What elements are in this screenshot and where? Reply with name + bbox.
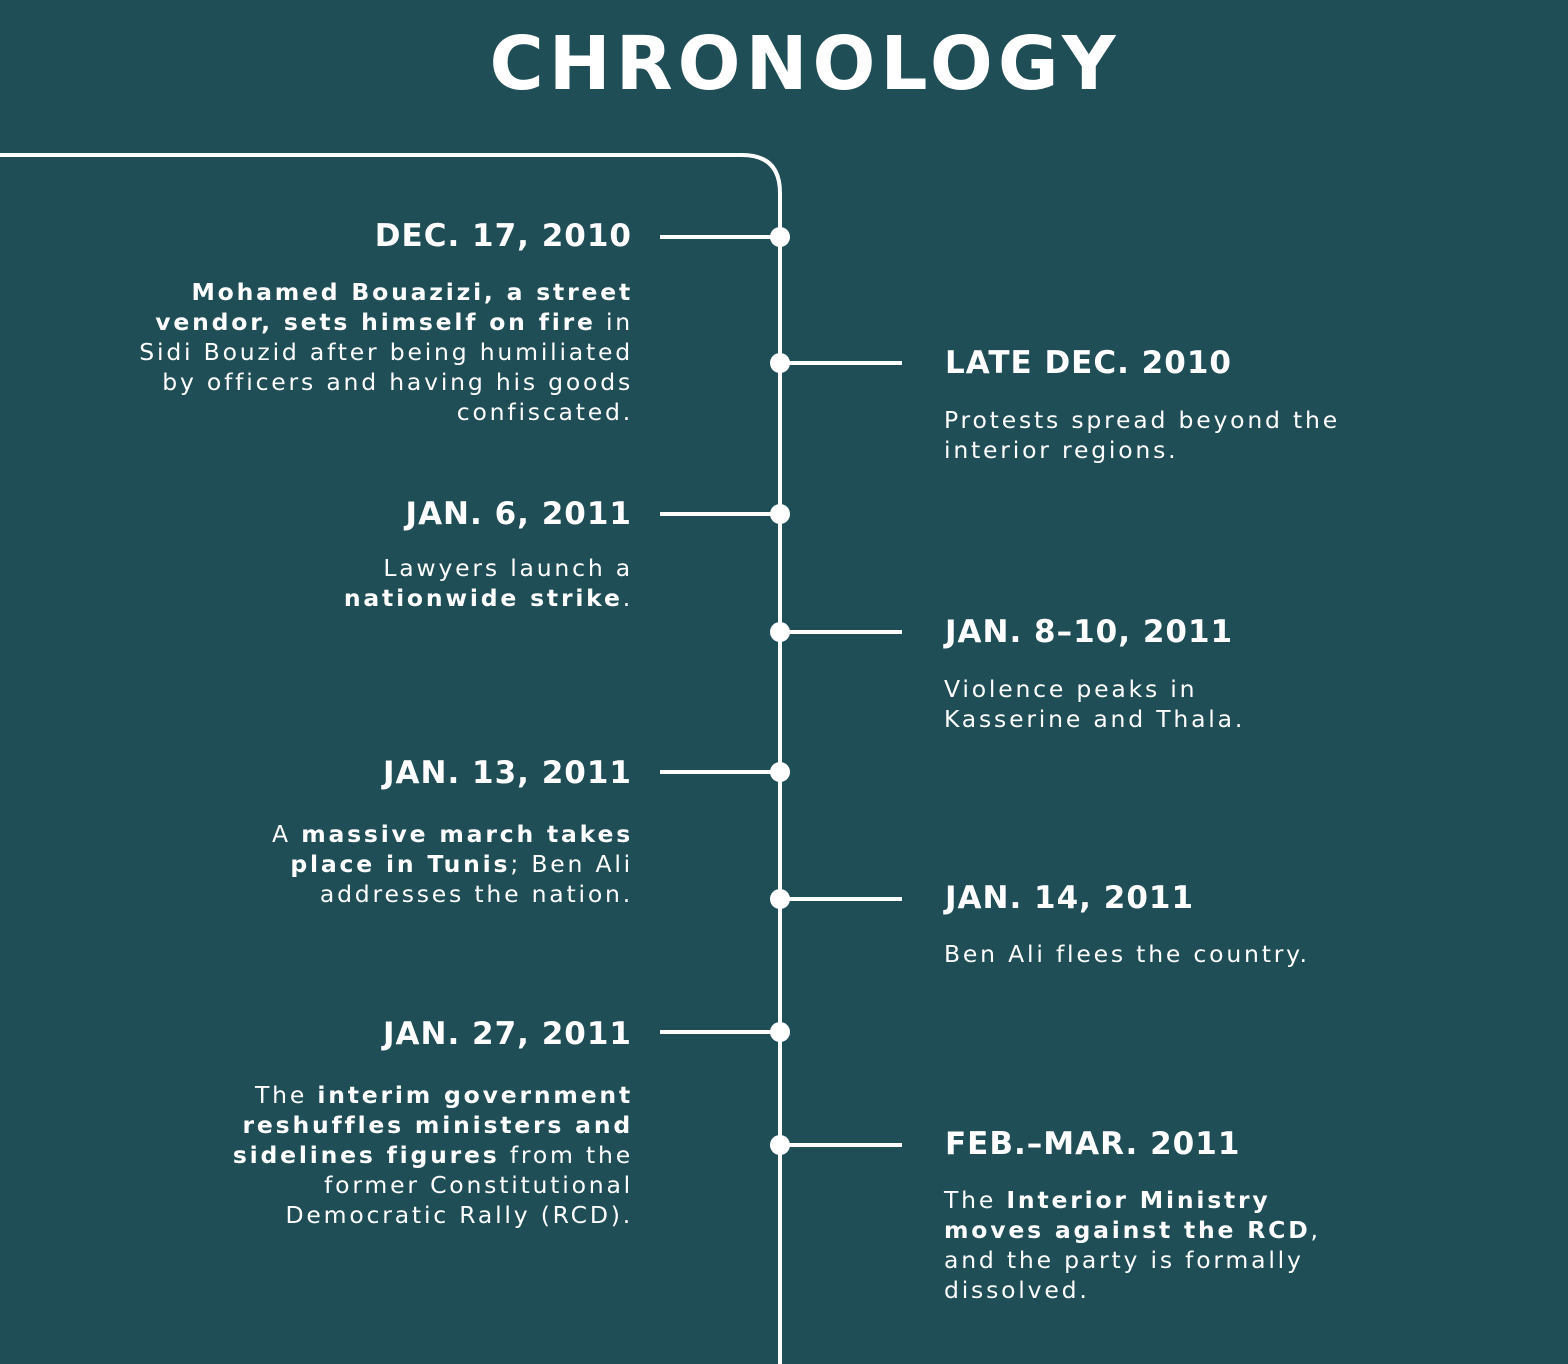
event-date: LATE DEC. 2010 xyxy=(945,345,1232,381)
description-text: Violence peaks in Kasserine and Thala. xyxy=(944,675,1246,733)
event-description xyxy=(183,1080,633,1230)
description-text: The xyxy=(255,1081,318,1109)
description-emphasis: nationwide strike xyxy=(343,584,623,612)
event-marker xyxy=(770,762,790,782)
event-marker xyxy=(770,353,790,373)
event-description xyxy=(944,674,1284,734)
description-emphasis: Interior Ministry moves against the RCD xyxy=(944,1186,1311,1244)
description-text: , and the party is formally dissolved. xyxy=(944,1216,1321,1304)
description-text: in Sidi Bouzid after being humiliated by officers and having his goods confiscated. xyxy=(139,308,633,426)
event-description xyxy=(944,1185,1344,1305)
event-date: JAN. 14, 2011 xyxy=(945,880,1195,916)
event-date: JAN. 6, 2011 xyxy=(405,496,632,532)
description-text: ; Ben Ali addresses the nation. xyxy=(319,850,633,908)
event-description xyxy=(133,277,633,427)
event-marker xyxy=(770,227,790,247)
event-date: DEC. 17, 2010 xyxy=(374,218,632,254)
description-text: A xyxy=(272,820,302,848)
event-description xyxy=(944,939,1364,969)
event-description xyxy=(233,819,633,909)
event-description xyxy=(944,405,1384,465)
event-marker xyxy=(770,504,790,524)
event-marker xyxy=(770,1022,790,1042)
description-text: Lawyers launch a xyxy=(383,554,633,582)
event-date: JAN. 8–10, 2011 xyxy=(945,614,1234,650)
page-title: CHRONOLOGY xyxy=(489,21,1121,107)
event-marker xyxy=(770,1135,790,1155)
description-emphasis: interim government reshuffles ministers and sidelines figures xyxy=(232,1081,633,1169)
description-emphasis: Mohamed Bouazizi, a street vendor, sets himself on fire xyxy=(155,278,633,336)
description-text: The xyxy=(944,1186,1007,1214)
description-text: . xyxy=(622,584,633,612)
event-date: FEB.–MAR. 2011 xyxy=(945,1126,1241,1162)
description-emphasis: massive march takes place in Tunis xyxy=(290,820,633,878)
description-text: from the former Constitutional Democratic Rally (RCD). xyxy=(285,1141,633,1229)
event-date: JAN. 13, 2011 xyxy=(382,755,632,791)
description-text: Protests spread beyond the interior regions. xyxy=(944,406,1340,464)
event-marker xyxy=(770,889,790,909)
event-marker xyxy=(770,622,790,642)
description-text: Ben Ali flees the country. xyxy=(944,940,1310,968)
event-description xyxy=(213,553,633,613)
event-date: JAN. 27, 2011 xyxy=(382,1016,632,1052)
